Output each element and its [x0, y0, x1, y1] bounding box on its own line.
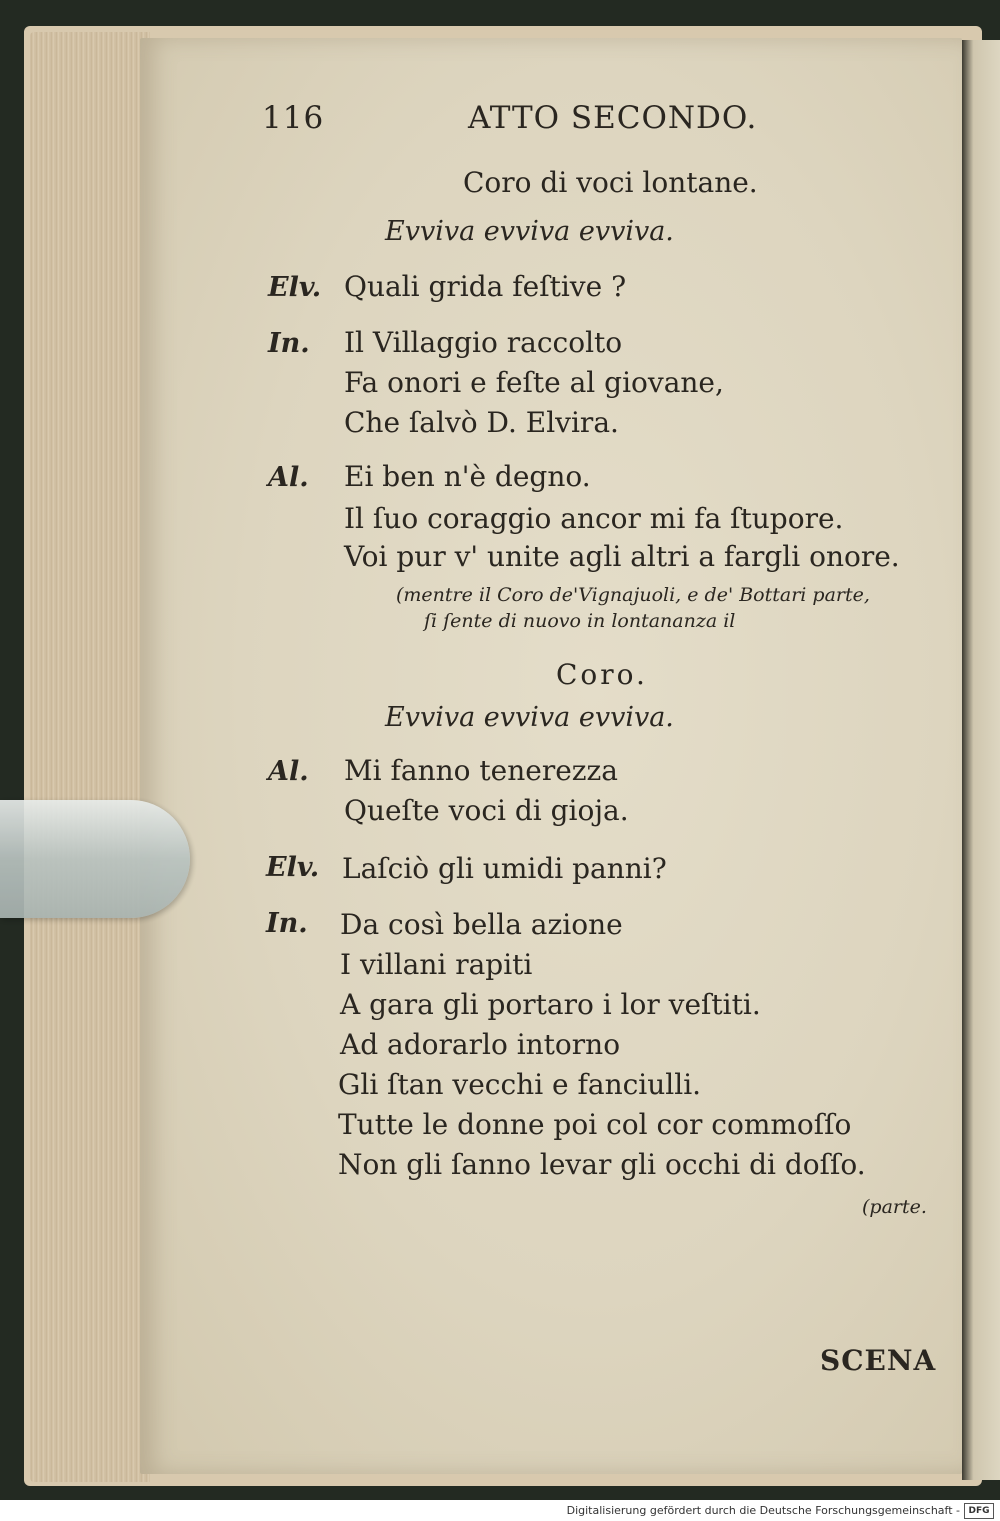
speaker-label: Al. — [268, 756, 309, 787]
page-number: 116 — [262, 100, 325, 136]
speaker-label: Elv. — [266, 852, 320, 883]
dfg-logo: DFG — [964, 1503, 994, 1519]
section-heading: Coro di voci lontane. — [463, 166, 758, 199]
chorus-line: Evviva evviva evviva. — [385, 702, 674, 733]
speaker-label: Elv. — [268, 272, 322, 303]
section-heading: Coro. — [556, 658, 648, 691]
facing-page-edge — [962, 40, 1000, 1480]
stage-direction-exit: (parte. — [862, 1196, 927, 1218]
verse-line: Non gli ſanno levar gli occhi di doſſo. — [338, 1148, 866, 1181]
verse-line: Voi pur v' unite agli altri a fargli onore. — [344, 540, 900, 573]
verse-line: Queſte voci di gioja. — [344, 794, 629, 827]
footer-bar — [0, 1500, 1000, 1521]
verse-line: Tutte le donne poi col cor commoſſo — [338, 1108, 852, 1141]
verse-line: Che ſalvò D. Elvira. — [344, 406, 619, 439]
verse-line: Quali grida feſtive ? — [344, 270, 627, 303]
chorus-line: Evviva evviva evviva. — [385, 216, 674, 247]
catchword: SCENA — [820, 1344, 937, 1377]
stage-direction: ſi ſente di nuovo in lontananza il — [424, 610, 736, 632]
speaker-label: In. — [268, 328, 310, 359]
verse-line: Il ſuo coraggio ancor mi fa ſtupore. — [344, 502, 844, 535]
footer-credit: Digitalisierung gefördert durch die Deutsche Forschungsgemeinschaft - — [566, 1504, 960, 1517]
verse-line: Il Villaggio raccolto — [344, 326, 623, 359]
page-edges — [30, 32, 150, 1482]
verse-line: Ad adorarlo intorno — [340, 1028, 621, 1061]
verse-line: Gli ſtan vecchi e fanciulli. — [338, 1068, 702, 1101]
stage-direction: (mentre il Coro de'Vignajuoli, e de' Bottari parte, — [396, 584, 870, 606]
speaker-label: Al. — [268, 462, 309, 493]
verse-line: Mi fanno tenerezza — [344, 754, 618, 787]
speaker-label: In. — [266, 908, 308, 939]
verse-line: Ei ben n'è degno. — [344, 460, 591, 493]
verse-line: Laſciò gli umidi panni? — [342, 852, 667, 885]
verse-line: A gara gli portaro i lor veſtiti. — [340, 988, 761, 1021]
page-holder-strip — [0, 800, 190, 918]
verse-line: Fa onori e feſte al giovane, — [344, 366, 724, 399]
verse-line: I villani rapiti — [340, 948, 533, 981]
verse-line: Da così bella azione — [340, 908, 623, 941]
running-title: ATTO SECONDO. — [468, 100, 758, 136]
